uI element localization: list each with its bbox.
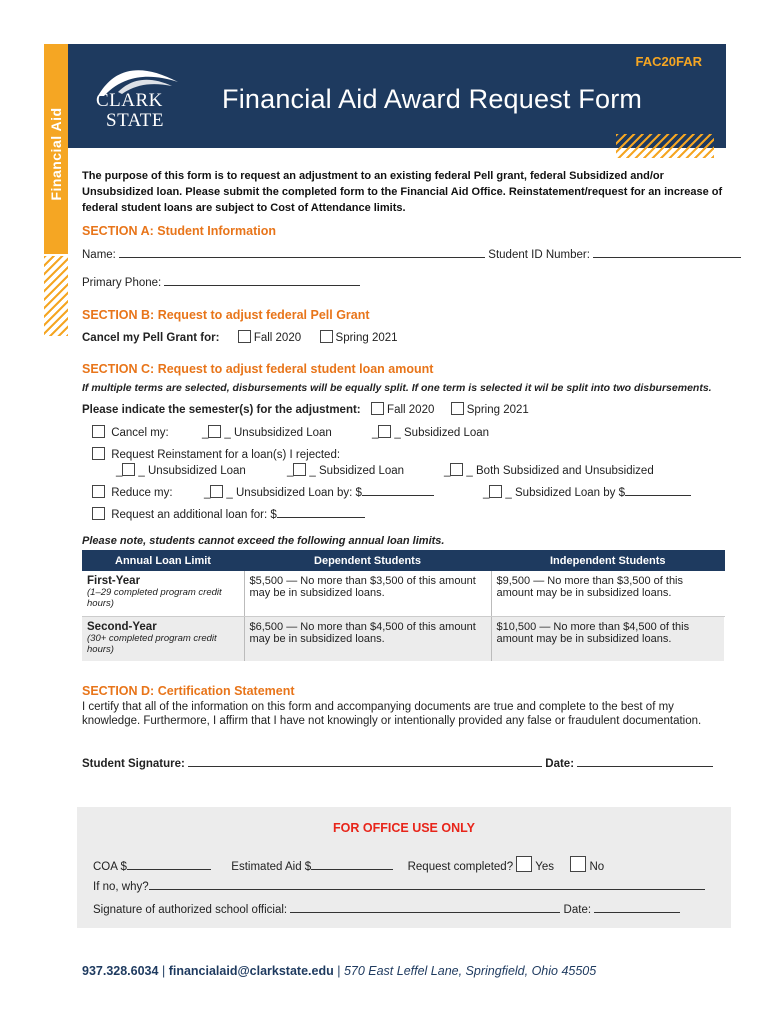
completed-no-checkbox[interactable]	[570, 856, 586, 872]
reduce-sub-checkbox[interactable]	[489, 485, 502, 498]
reduce-unsub-option: _ _ Unsubsidized Loan by: $	[204, 485, 434, 499]
table-cell-independent: $9,500 — No more than $3,500 of this amount may be in subsidized loans.	[491, 571, 725, 616]
reinstate-both-label: Both Subsidized and Unsubsidized	[476, 465, 654, 477]
side-stripes-decoration	[44, 256, 68, 336]
completed-yes-label: Yes	[535, 861, 555, 873]
office-date-field[interactable]	[594, 903, 680, 913]
year-sublabel: (30+ completed program credit hours)	[87, 632, 217, 655]
cancel-loan-checkbox[interactable]	[92, 425, 105, 438]
reinstate-sub-checkbox[interactable]	[293, 463, 306, 476]
limits-note: Please note, students cannot exceed the following annual loan limits.	[82, 535, 445, 547]
additional-loan-label: Request an additional loan for: $	[111, 509, 277, 521]
name-row	[82, 248, 741, 261]
table-header: Independent Students	[491, 550, 725, 571]
signature-date-label: Date:	[545, 758, 575, 770]
footer-contact	[82, 964, 596, 978]
reinstate-sub-label: Subsidized Loan	[319, 465, 405, 477]
reinstate-sub-option: _ _ Subsidized Loan	[287, 465, 405, 477]
official-signature-field[interactable]	[290, 903, 560, 913]
clark-state-logo	[92, 62, 187, 134]
loan-spring-label: Spring 2021	[466, 404, 529, 416]
table-cell-dependent: $5,500 — No more than $3,500 of this amount may be in subsidized loans.	[244, 571, 491, 616]
office-row-2	[93, 880, 705, 893]
form-code: FAC20FAR	[635, 54, 702, 69]
cancel-sub-checkbox[interactable]	[378, 425, 391, 438]
logo-line1: CLARK	[96, 90, 163, 111]
cancel-unsub-label: Unsubsidized Loan	[234, 427, 332, 439]
reinstate-both-option: _ _ Both Subsidized and Unsubsidized	[444, 465, 654, 477]
official-signature-label: Signature of authorized school official:	[93, 904, 288, 916]
cancel-pell-label: Cancel my Pell Grant for:	[82, 332, 220, 344]
semester-label: Please indicate the semester(s) for the adjustment:	[82, 404, 361, 416]
page-title: Financial Aid Award Request Form	[222, 84, 643, 114]
reinstate-both-checkbox[interactable]	[450, 463, 463, 476]
side-tab-label: Financial Aid	[48, 107, 64, 201]
reduce-sub-amount-field[interactable]	[625, 486, 691, 496]
reduce-sub-label: Subsidized Loan by $	[515, 487, 625, 499]
table-cell-year	[82, 571, 244, 616]
pell-fall-checkbox[interactable]	[238, 330, 251, 343]
split-note: If multiple terms are selected, disbursements will be equally split. If one term is selected it wil be split into two disbursements.	[82, 382, 712, 394]
table-header: Dependent Students	[244, 550, 491, 571]
signature-label: Student Signature:	[82, 758, 185, 770]
cancel-unsub-checkbox[interactable]	[208, 425, 221, 438]
reinstate-row	[92, 447, 340, 461]
phone-row	[82, 276, 360, 289]
table-cell-independent: $10,500 — No more than $4,500 of this amount may be in subsidized loans.	[491, 616, 725, 661]
reinstate-unsub-option: _ _ Unsubsidized Loan	[116, 465, 246, 477]
footer-separator: |	[161, 964, 166, 978]
header-stripes-decoration	[616, 134, 714, 158]
additional-loan-amount-field[interactable]	[277, 508, 365, 518]
phone-field[interactable]	[164, 276, 360, 286]
section-d-title: SECTION D: Certification Statement	[82, 684, 295, 698]
certification-text: I certify that all of the information on this form and accompanying documents are true and complete to the best of my knowledge. Furthermore, I affirm that I have not knowingly or intentionally provided any false or fraudulent documentation.	[82, 701, 702, 727]
completed-yes-checkbox[interactable]	[516, 856, 532, 872]
if-no-label: If no, why?	[93, 881, 149, 893]
request-completed-label: Request completed?	[407, 861, 514, 873]
year-sublabel: (1–29 completed program credit hours)	[87, 587, 222, 609]
loan-fall-label: Fall 2020	[387, 404, 435, 416]
footer-phone: 937.328.6034	[82, 964, 159, 978]
est-aid-label: Estimated Aid $	[231, 861, 312, 873]
reduce-unsub-amount-field[interactable]	[362, 486, 434, 496]
table-header-row	[82, 550, 725, 571]
reduce-checkbox[interactable]	[92, 485, 105, 498]
pell-fall-label: Fall 2020	[253, 332, 302, 344]
additional-loan-checkbox[interactable]	[92, 507, 105, 520]
reinstate-checkbox[interactable]	[92, 447, 105, 460]
cancel-sub-label: Subsidized Loan	[404, 427, 490, 439]
reduce-label: Reduce my:	[111, 487, 173, 499]
year-label: First-Year	[87, 575, 141, 587]
loan-limits-table	[82, 550, 725, 661]
footer-separator: |	[337, 964, 341, 978]
side-tab	[44, 44, 68, 254]
table-row	[82, 571, 725, 616]
pell-spring-label: Spring 2021	[335, 332, 398, 344]
reinstate-unsub-label: Unsubsidized Loan	[148, 465, 246, 477]
pell-row	[82, 330, 398, 344]
cancel-loan-label: Cancel my:	[111, 427, 169, 439]
section-a-title: SECTION A: Student Information	[82, 224, 276, 238]
reinstate-label: Request Reinstament for a loan(s) I rejected:	[111, 449, 341, 461]
table-row	[82, 616, 725, 661]
student-id-label: Student ID Number:	[488, 249, 590, 261]
semester-row	[82, 402, 529, 416]
section-b-title: SECTION B: Request to adjust federal Pell Grant	[82, 308, 370, 322]
office-use-box	[77, 807, 731, 928]
year-label: Second-Year	[87, 620, 157, 633]
reduce-unsub-checkbox[interactable]	[210, 485, 223, 498]
name-label: Name:	[82, 249, 116, 261]
cancel-sub-option: _ _ Subsidized Loan	[372, 427, 490, 439]
table-cell-year	[82, 616, 244, 661]
reinstate-unsub-checkbox[interactable]	[122, 463, 135, 476]
reduce-unsub-label: Unsubsidized Loan by: $	[236, 487, 362, 499]
student-id-field[interactable]	[593, 248, 741, 258]
name-field[interactable]	[119, 248, 485, 258]
if-no-field[interactable]	[149, 880, 705, 890]
loan-spring-checkbox[interactable]	[451, 402, 464, 415]
signature-row	[82, 757, 713, 770]
logo-line2: STATE	[106, 110, 164, 131]
cancel-loan-row	[92, 425, 169, 439]
office-row-3	[93, 903, 680, 916]
reduce-row	[92, 485, 173, 499]
phone-label: Primary Phone:	[82, 277, 162, 289]
table-cell-dependent: $6,500 — No more than $4,500 of this amount may be in subsidized loans.	[244, 616, 491, 661]
coa-field[interactable]	[127, 860, 211, 870]
signature-field[interactable]	[188, 757, 542, 767]
cancel-unsub-option: _ _ Unsubsidized Loan	[202, 427, 332, 439]
header-banner	[68, 44, 726, 148]
signature-date-field[interactable]	[577, 757, 713, 767]
pell-spring-checkbox[interactable]	[320, 330, 333, 343]
office-date-label: Date:	[563, 904, 592, 916]
footer-address: 570 East Leffel Lane, Springfield, Ohio 45505	[343, 964, 597, 978]
office-row-1	[93, 856, 604, 873]
additional-loan-row	[92, 507, 365, 521]
est-aid-field[interactable]	[311, 860, 393, 870]
office-use-title: FOR OFFICE USE ONLY	[333, 821, 475, 835]
section-c-title: SECTION C: Request to adjust federal student loan amount	[82, 362, 434, 376]
loan-fall-checkbox[interactable]	[371, 402, 384, 415]
table-header: Annual Loan Limit	[82, 550, 244, 571]
coa-label: COA $	[93, 861, 127, 873]
footer-email[interactable]: financialaid@clarkstate.edu	[168, 964, 334, 978]
intro-text: The purpose of this form is to request an adjustment to an existing federal Pell grant, federal Subsidized and/or Unsubsidized loan. Please submit the completed form to the Financial Aid Office. Reinstatement/request for an increase of federal student loans are subject to Cost of Attendance limits.	[82, 170, 723, 214]
reduce-sub-option: _ _ Subsidized Loan by $	[483, 485, 691, 499]
completed-no-label: No	[589, 861, 605, 873]
